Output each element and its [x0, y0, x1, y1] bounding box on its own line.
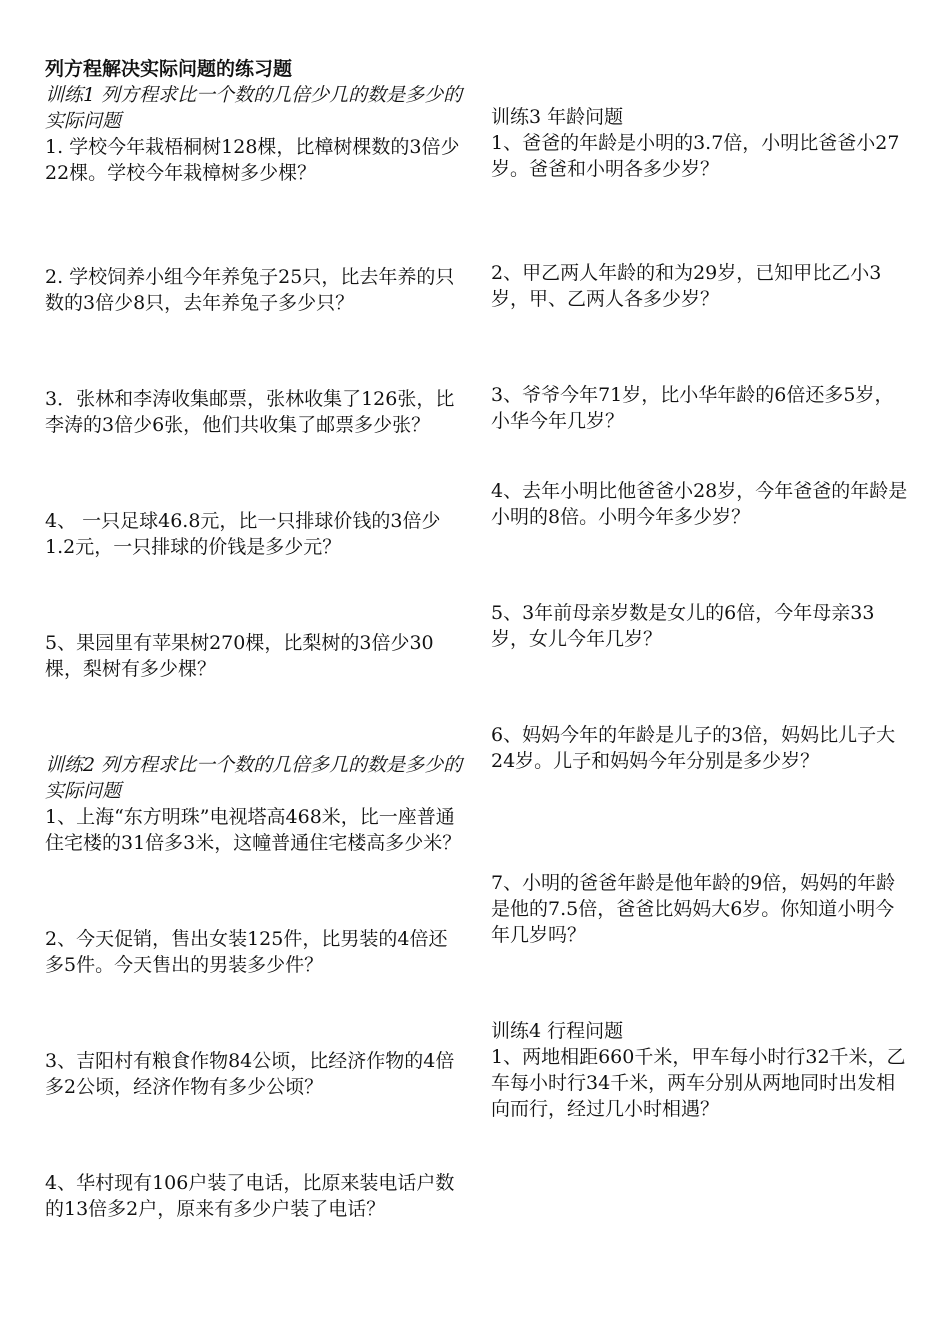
problem-2-4: 4、华村现有106户装了电话，比原来装电话户数的13倍多2户，原来有多少户装了电话？ [45, 1172, 455, 1220]
right-column [491, 104, 911, 1122]
problem-3-6: 6、妈妈今年的年龄是儿子的3倍，妈妈比儿子大24岁。儿子和妈妈今年分别是多少岁？ [491, 724, 896, 772]
problem-1-5: 5、果园里有苹果树270棵，比梨树的3倍少30棵，梨树有多少棵？ [45, 632, 434, 680]
left-column [45, 56, 465, 1222]
problem-1-2: 2. 学校饲养小组今年养兔子25只，比去年养的只数的3倍少8只，去年养兔子多少只？ [45, 266, 455, 314]
problem-3-2: 2、甲乙两人年龄的和为29岁，已知甲比乙小3岁，甲、乙两人各多少岁？ [491, 262, 882, 310]
section-heading-training-1: 训练1 列方程求比一个数的几倍少几的数是多少的实际问题 [45, 84, 463, 132]
problem-2-3: 3、吉阳村有粮食作物84公顷，比经济作物的4倍多2公顷，经济作物有多少公顷？ [45, 1050, 455, 1098]
problem-2-1: 1、上海“东方明珠”电视塔高468米，比一座普通住宅楼的31倍多3米，这幢普通住宅楼高多少米？ [45, 806, 462, 854]
problem-3-5: 5、3年前母亲岁数是女儿的6倍，今年母亲33岁，女儿今年几岁？ [491, 602, 875, 650]
problem-2-2: 2、今天促销，售出女装125件，比男装的4倍还多5件。今天售出的男装多少件？ [45, 928, 448, 976]
problem-3-4: 4、去年小明比他爸爸小28岁，今年爸爸的年龄是小明的8倍。小明今年多少岁？ [491, 480, 908, 528]
section-heading-training-3: 训练3 年龄问题 [491, 106, 624, 128]
problem-1-3: 3．张林和李涛收集邮票，张林收集了126张，比李涛的3倍少6张，他们共收集了邮票多少张？ [45, 388, 455, 436]
page-title: 列方程解决实际问题的练习题 [45, 58, 293, 80]
problem-4-1: 1、两地相距660千米，甲车每小时行32千米，乙车每小时行34千米，两车分别从两地同时出发相向而行，经过几小时相遇？ [491, 1046, 906, 1120]
problem-3-1: 1、爸爸的年龄是小明的3.7倍，小明比爸爸小27岁。爸爸和小明各多少岁？ [491, 132, 900, 180]
section-heading-training-2: 训练2 列方程求比一个数的几倍多几的数是多少的实际问题 [45, 754, 463, 802]
problem-1-1: 1. 学校今年栽梧桐树128棵，比樟树棵数的3倍少22棵。学校今年栽樟树多少棵？ [45, 136, 460, 184]
problem-3-3: 3、爷爷今年71岁，比小华年龄的6倍还多5岁，小华今年几岁？ [491, 384, 894, 432]
problem-1-4: 4、 一只足球46.8元，比一只排球价钱的3倍少1.2元，一只排球的价钱是多少元？ [45, 510, 441, 558]
section-heading-training-4: 训练4 行程问题 [491, 1020, 624, 1042]
problem-3-7: 7、小明的爸爸年龄是他年龄的9倍，妈妈的年龄是他的7.5倍，爸爸比妈妈大6岁。你知道小明今年几岁吗？ [491, 872, 896, 946]
